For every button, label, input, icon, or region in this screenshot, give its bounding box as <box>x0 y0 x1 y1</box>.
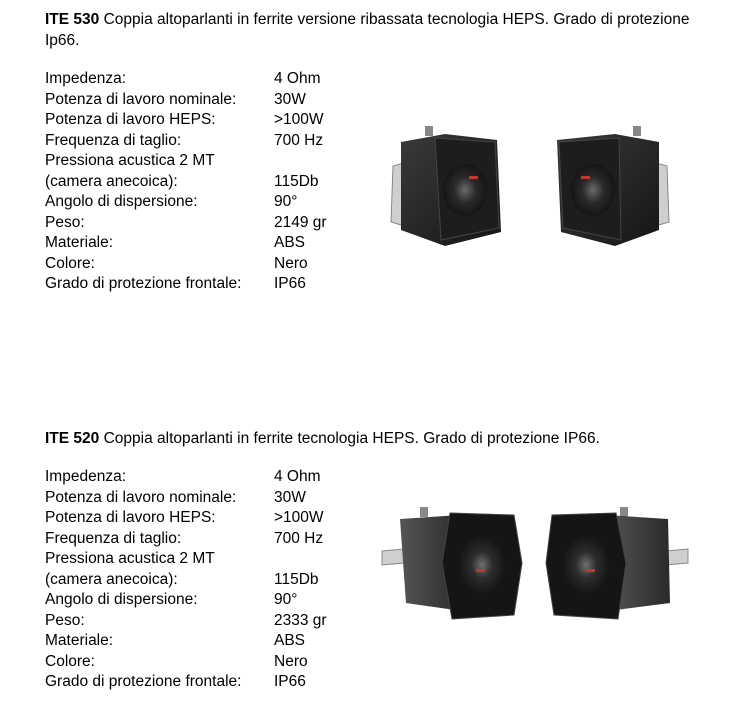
spec-label: Potenza di lavoro nominale: <box>45 488 237 506</box>
spec-label: Potenza di lavoro nominale: <box>45 90 237 108</box>
speaker-pair-photo-ite-530 <box>385 122 675 254</box>
product-description: Coppia altoparlanti in ferrite versione ribassata tecnologia HEPS. Grado di protezione Ip66. <box>45 11 690 49</box>
spec-value: ABS <box>274 234 306 251</box>
spec-value: Nero <box>274 652 308 670</box>
spec-value: 700 Hz <box>274 529 324 547</box>
spec-label: (camera anecoica): <box>45 172 178 190</box>
spec-label: Pressiona acustica 2 MT <box>45 550 215 567</box>
spec-label: Materiale: <box>45 234 114 251</box>
spec-row <box>45 652 715 673</box>
spec-label: Grado di protezione frontale: <box>45 275 242 292</box>
product-heading <box>45 428 715 449</box>
spec-value: 4 Ohm <box>274 468 321 485</box>
spec-value: Nero <box>274 254 308 272</box>
spec-value: >100W <box>274 111 324 128</box>
spec-label: Peso: <box>45 611 85 629</box>
spec-label: Frequenza di taglio: <box>45 529 182 547</box>
spec-value: 30W <box>274 90 306 108</box>
product-heading <box>45 9 715 51</box>
spec-value: 90° <box>274 591 298 608</box>
spec-value: IP66 <box>274 275 306 292</box>
spec-value: ABS <box>274 632 306 649</box>
spec-label: Impedenza: <box>45 70 126 87</box>
spec-value: 115Db <box>274 172 319 190</box>
spec-row <box>45 254 715 275</box>
spec-label: Pressiona acustica 2 MT <box>45 152 215 169</box>
spec-value: IP66 <box>274 673 306 690</box>
product-description: Coppia altoparlanti in ferrite tecnologia HEPS. Grado di protezione IP66. <box>99 430 600 447</box>
spec-label: Angolo di dispersione: <box>45 591 198 608</box>
spec-label: Peso: <box>45 213 85 231</box>
spec-label: Grado di protezione frontale: <box>45 673 242 690</box>
spec-label: Materiale: <box>45 632 114 649</box>
product-code: ITE 520 <box>45 430 100 447</box>
spec-value: 2149 gr <box>274 213 327 231</box>
spec-label: (camera anecoica): <box>45 570 178 588</box>
speaker-pair-photo-ite-520 <box>380 505 690 625</box>
spec-label: Potenza di lavoro HEPS: <box>45 509 216 526</box>
spec-value: 700 Hz <box>274 131 324 149</box>
spec-row <box>45 90 715 111</box>
spec-value: 90° <box>274 193 298 210</box>
spec-row <box>45 274 715 295</box>
spec-label: Impedenza: <box>45 468 126 485</box>
spec-value: 115Db <box>274 570 319 588</box>
spec-row <box>45 672 715 693</box>
speaker-icon <box>380 505 690 625</box>
spec-label: Potenza di lavoro HEPS: <box>45 111 216 128</box>
product-code: ITE 530 <box>45 11 100 28</box>
spec-value: 30W <box>274 488 306 506</box>
speaker-icon <box>385 122 675 254</box>
spec-row <box>45 69 715 90</box>
spec-value: >100W <box>274 509 324 526</box>
spec-label: Colore: <box>45 254 95 272</box>
spec-label: Angolo di dispersione: <box>45 193 198 210</box>
spec-row <box>45 467 715 488</box>
spec-value: 2333 gr <box>274 611 327 629</box>
spec-label: Frequenza di taglio: <box>45 131 182 149</box>
spec-value: 4 Ohm <box>274 70 321 87</box>
spec-label: Colore: <box>45 652 95 670</box>
spec-row <box>45 631 715 652</box>
